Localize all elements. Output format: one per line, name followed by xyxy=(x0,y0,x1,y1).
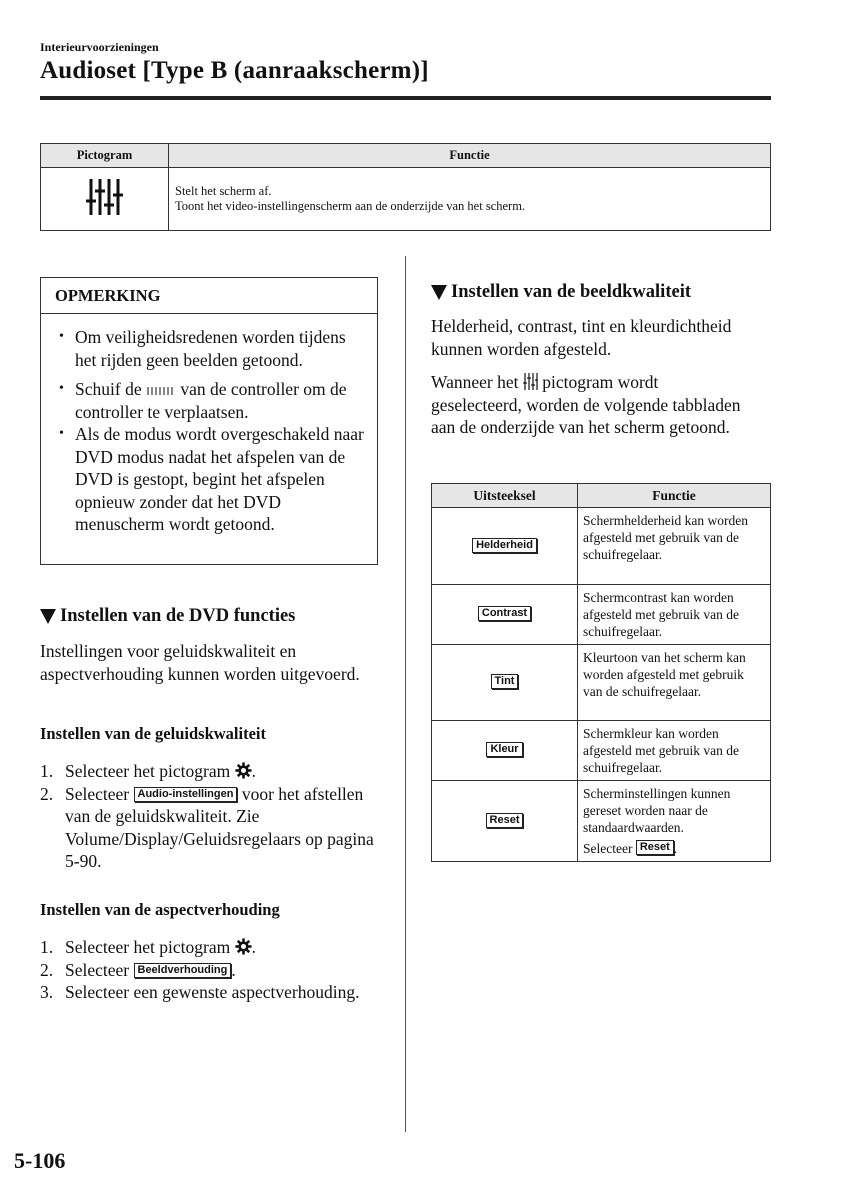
image-quality-paragraph xyxy=(431,371,751,439)
table-row xyxy=(432,585,771,645)
note-item-3 xyxy=(41,423,377,536)
tab-cell xyxy=(432,645,578,721)
aspect-step-1-text: Selecteer het pictogram xyxy=(65,937,231,957)
tab-cell xyxy=(432,585,578,645)
step-number: 3. xyxy=(40,982,54,1002)
page-number: 5-106 xyxy=(14,1148,66,1173)
triangle-marker-icon xyxy=(431,285,447,300)
gear-icon xyxy=(235,762,252,779)
aspect-step-1: 1. Selecteer het pictogram . xyxy=(40,937,256,957)
table-row xyxy=(432,721,771,781)
aspect-step-2: 2. Selecteer Beeldverhouding . xyxy=(40,959,236,980)
table-row xyxy=(41,168,771,231)
function-cell xyxy=(169,168,771,231)
tab-cell xyxy=(432,781,578,862)
step-number: 1. xyxy=(40,937,54,957)
reset-instruction xyxy=(583,840,765,857)
aspect-ratio-button[interactable]: Beeldverhouding xyxy=(134,963,232,978)
note-list xyxy=(41,326,377,536)
image-quality-heading-text: Instellen van de beeldkwaliteit xyxy=(451,282,691,302)
note-heading: OPMERKING xyxy=(41,278,377,314)
reset-tab[interactable]: Reset xyxy=(486,813,524,828)
table-header-functie: Functie xyxy=(578,484,771,508)
function-cell xyxy=(578,781,771,862)
dvd-heading-text: Instellen van de DVD functies xyxy=(60,606,296,626)
image-quality-intro: Helderheid, contrast, tint en kleurdichtheid kunnen worden afgesteld. xyxy=(431,316,732,359)
dvd-intro: Instellingen voor geluidskwaliteit en aspectverhouding kunnen worden uitgevoerd. xyxy=(40,641,360,684)
note-item-2 xyxy=(41,378,377,423)
reset-button[interactable]: Reset xyxy=(636,840,674,855)
sound-step-2-before: Selecteer xyxy=(65,783,130,804)
aspect-step-2-before: Selecteer xyxy=(65,959,130,980)
function-cell: Kleurtoon van het scherm kan worden afgesteld met gebruik van de schuifregelaar. xyxy=(578,645,771,721)
sound-heading: Instellen van de geluidskwaliteit xyxy=(40,724,266,743)
aspect-heading: Instellen van de aspectverhouding xyxy=(40,900,280,919)
equalizer-sliders-icon xyxy=(85,177,125,217)
aspect-step-3 xyxy=(40,981,385,1004)
contrast-tab[interactable]: Contrast xyxy=(478,606,531,621)
table-header-pictogram: Pictogram xyxy=(41,144,169,168)
audio-settings-button[interactable]: Audio-instellingen xyxy=(134,787,238,802)
triangle-marker-icon xyxy=(40,609,56,624)
tab-cell xyxy=(432,508,578,585)
slider-ticks-icon xyxy=(146,385,176,397)
dvd-heading xyxy=(40,606,295,627)
step-number: 2. xyxy=(40,959,54,980)
function-cell: Schermcontrast kan worden afgesteld met gebruik van de schuifregelaar. xyxy=(578,585,771,645)
table-header-functie: Functie xyxy=(169,144,771,168)
equalizer-sliders-icon xyxy=(523,373,538,390)
section-label: Interieurvoorzieningen xyxy=(40,40,159,54)
tab-cell xyxy=(432,721,578,781)
page-title: Audioset [Type B (aanraakscherm)] xyxy=(40,57,429,84)
sound-step-1-text: Selecteer het pictogram xyxy=(65,761,231,781)
note-item-3-text: Als de modus wordt overgeschakeld naar DVD modus nadat het afspelen van de DVD is gestopt, begint het afspelen opnieuw zonder dat het DVD menuscherm wordt getoond. xyxy=(75,424,364,534)
note-box xyxy=(40,277,378,565)
sound-step-2-after: voor het afstellen van de geluidskwaliteit. Zie Volume/Display/Geluidsregelaars op pagina 5-90. xyxy=(65,783,374,871)
column-divider xyxy=(405,256,406,1132)
header-rule xyxy=(40,96,771,100)
aspect-steps xyxy=(40,936,385,1004)
step-number: 1. xyxy=(40,761,54,781)
function-line-2: Toont het video-instellingenscherm aan de onderzijde van het scherm. xyxy=(175,199,526,213)
pictogram-cell xyxy=(41,168,169,231)
sound-step-2 xyxy=(40,783,385,873)
function-cell: Schermhelderheid kan worden afgesteld met gebruik van de schuifregelaar. xyxy=(578,508,771,585)
note-item-1-text: Om veiligheidsredenen worden tijdens het rijden geen beelden getoond. xyxy=(75,327,346,370)
step-number: 2. xyxy=(40,783,54,804)
color-tab[interactable]: Kleur xyxy=(486,742,522,757)
reset-instruction-before: Selecteer xyxy=(583,841,633,856)
tabs-table xyxy=(431,483,771,862)
reset-instruction-after: . xyxy=(673,841,678,856)
note-item-1 xyxy=(41,326,377,371)
function-cell: Schermkleur kan worden afgesteld met gebruik van de schuifregelaar. xyxy=(578,721,771,781)
reset-description: Scherminstellingen kunnen gereset worden naar de standaardwaarden. xyxy=(583,786,731,835)
image-quality-heading xyxy=(431,282,691,303)
sound-steps xyxy=(40,760,385,873)
tint-tab[interactable]: Tint xyxy=(491,674,519,689)
image-quality-p2-before: Wanneer het xyxy=(431,372,519,392)
note-item-2-before: Schuif de xyxy=(75,379,142,399)
function-line-1: Stelt het scherm af. xyxy=(175,184,272,198)
image-quality-p2-after: pictogram wordt geselecteerd, worden de volgende tabbladen aan de onderzijde van het scherm getoond. xyxy=(431,372,741,437)
pictogram-table xyxy=(40,143,771,231)
brightness-tab[interactable]: Helderheid xyxy=(472,538,537,553)
table-header-uitsteeksel: Uitsteeksel xyxy=(432,484,578,508)
table-row xyxy=(432,781,771,862)
table-row xyxy=(432,508,771,585)
gear-icon xyxy=(235,938,252,955)
sound-step-1: 1. Selecteer het pictogram . xyxy=(40,761,256,781)
table-row xyxy=(432,645,771,721)
aspect-step-3-text: Selecteer een gewenste aspectverhouding. xyxy=(65,982,360,1002)
note-item-2-after: van de controller om de controller te verplaatsen. xyxy=(75,379,347,422)
